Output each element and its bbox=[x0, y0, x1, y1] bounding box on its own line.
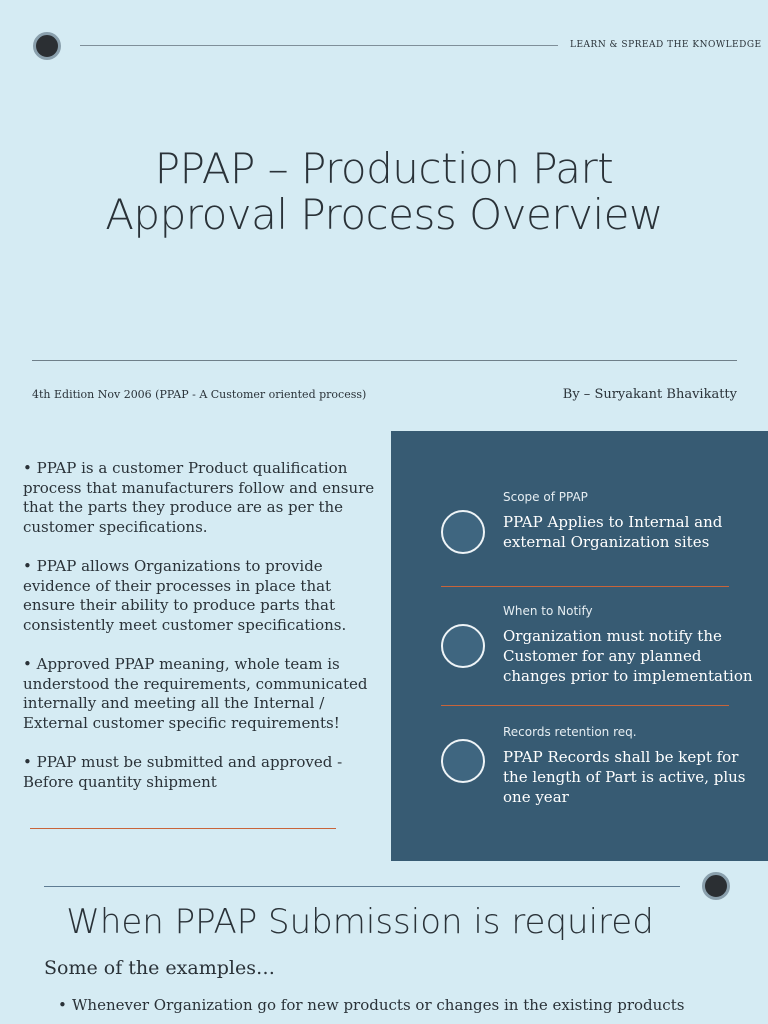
section-dot-decoration bbox=[702, 872, 730, 900]
overview-bullet-list bbox=[23, 459, 375, 812]
info-item-title: When to Notify bbox=[503, 604, 593, 618]
list-item-text: Whenever Organization go for new products or changes in the existing products bbox=[72, 996, 685, 1014]
section-subtitle: Some of the examples… bbox=[44, 957, 275, 979]
author-credit: By – Suryakant Bhavikatty bbox=[562, 387, 737, 402]
bullet-icon: • bbox=[58, 996, 67, 1014]
circle-icon bbox=[441, 624, 485, 668]
page-title bbox=[0, 146, 768, 238]
bullets-underline bbox=[30, 828, 336, 829]
info-item-body: PPAP Records shall be kept for the length of Part is active, plus one year bbox=[503, 748, 746, 806]
info-separator bbox=[441, 705, 729, 706]
title-divider bbox=[32, 360, 737, 361]
info-item-body: PPAP Applies to Internal and external Organization sites bbox=[503, 513, 723, 551]
section-title: When PPAP Submission is required bbox=[66, 902, 654, 942]
circle-icon bbox=[441, 510, 485, 554]
header-dot-decoration bbox=[33, 32, 61, 60]
list-item bbox=[58, 996, 684, 1014]
info-item-body: Organization must notify the Customer for any planned changes prior to implementation bbox=[503, 627, 753, 685]
overview-bullet: • Approved PPAP meaning, whole team is understood the requirements, communicated internally and meeting all the Internal / External customer specific requirements! bbox=[23, 654, 368, 732]
edition-info: 4th Edition Nov 2006 (PPAP - A Customer oriented process) bbox=[32, 388, 367, 401]
header-tagline: LEARN & SPREAD THE KNOWLEDGE bbox=[570, 40, 762, 50]
page-title-line-1: PPAP – Production Part bbox=[154, 144, 614, 193]
info-item-title: Scope of PPAP bbox=[503, 490, 588, 504]
info-item-title: Records retention req. bbox=[503, 725, 637, 739]
overview-bullet: • PPAP allows Organizations to provide evidence of their processes in place that ensure their ability to produce parts that consistently meet customer specifications. bbox=[23, 556, 347, 634]
info-separator bbox=[441, 586, 729, 587]
circle-icon bbox=[441, 739, 485, 783]
section-rule bbox=[44, 886, 680, 887]
page-title-line-2: Approval Process Overview bbox=[105, 190, 663, 239]
overview-bullet: • PPAP must be submitted and approved - Before quantity shipment bbox=[23, 752, 343, 791]
info-panel bbox=[391, 431, 768, 861]
header-rule bbox=[80, 45, 558, 46]
overview-bullet: • PPAP is a customer Product qualification process that manufacturers follow and ensure that the parts they produce are as per the customer specifications. bbox=[23, 459, 375, 536]
